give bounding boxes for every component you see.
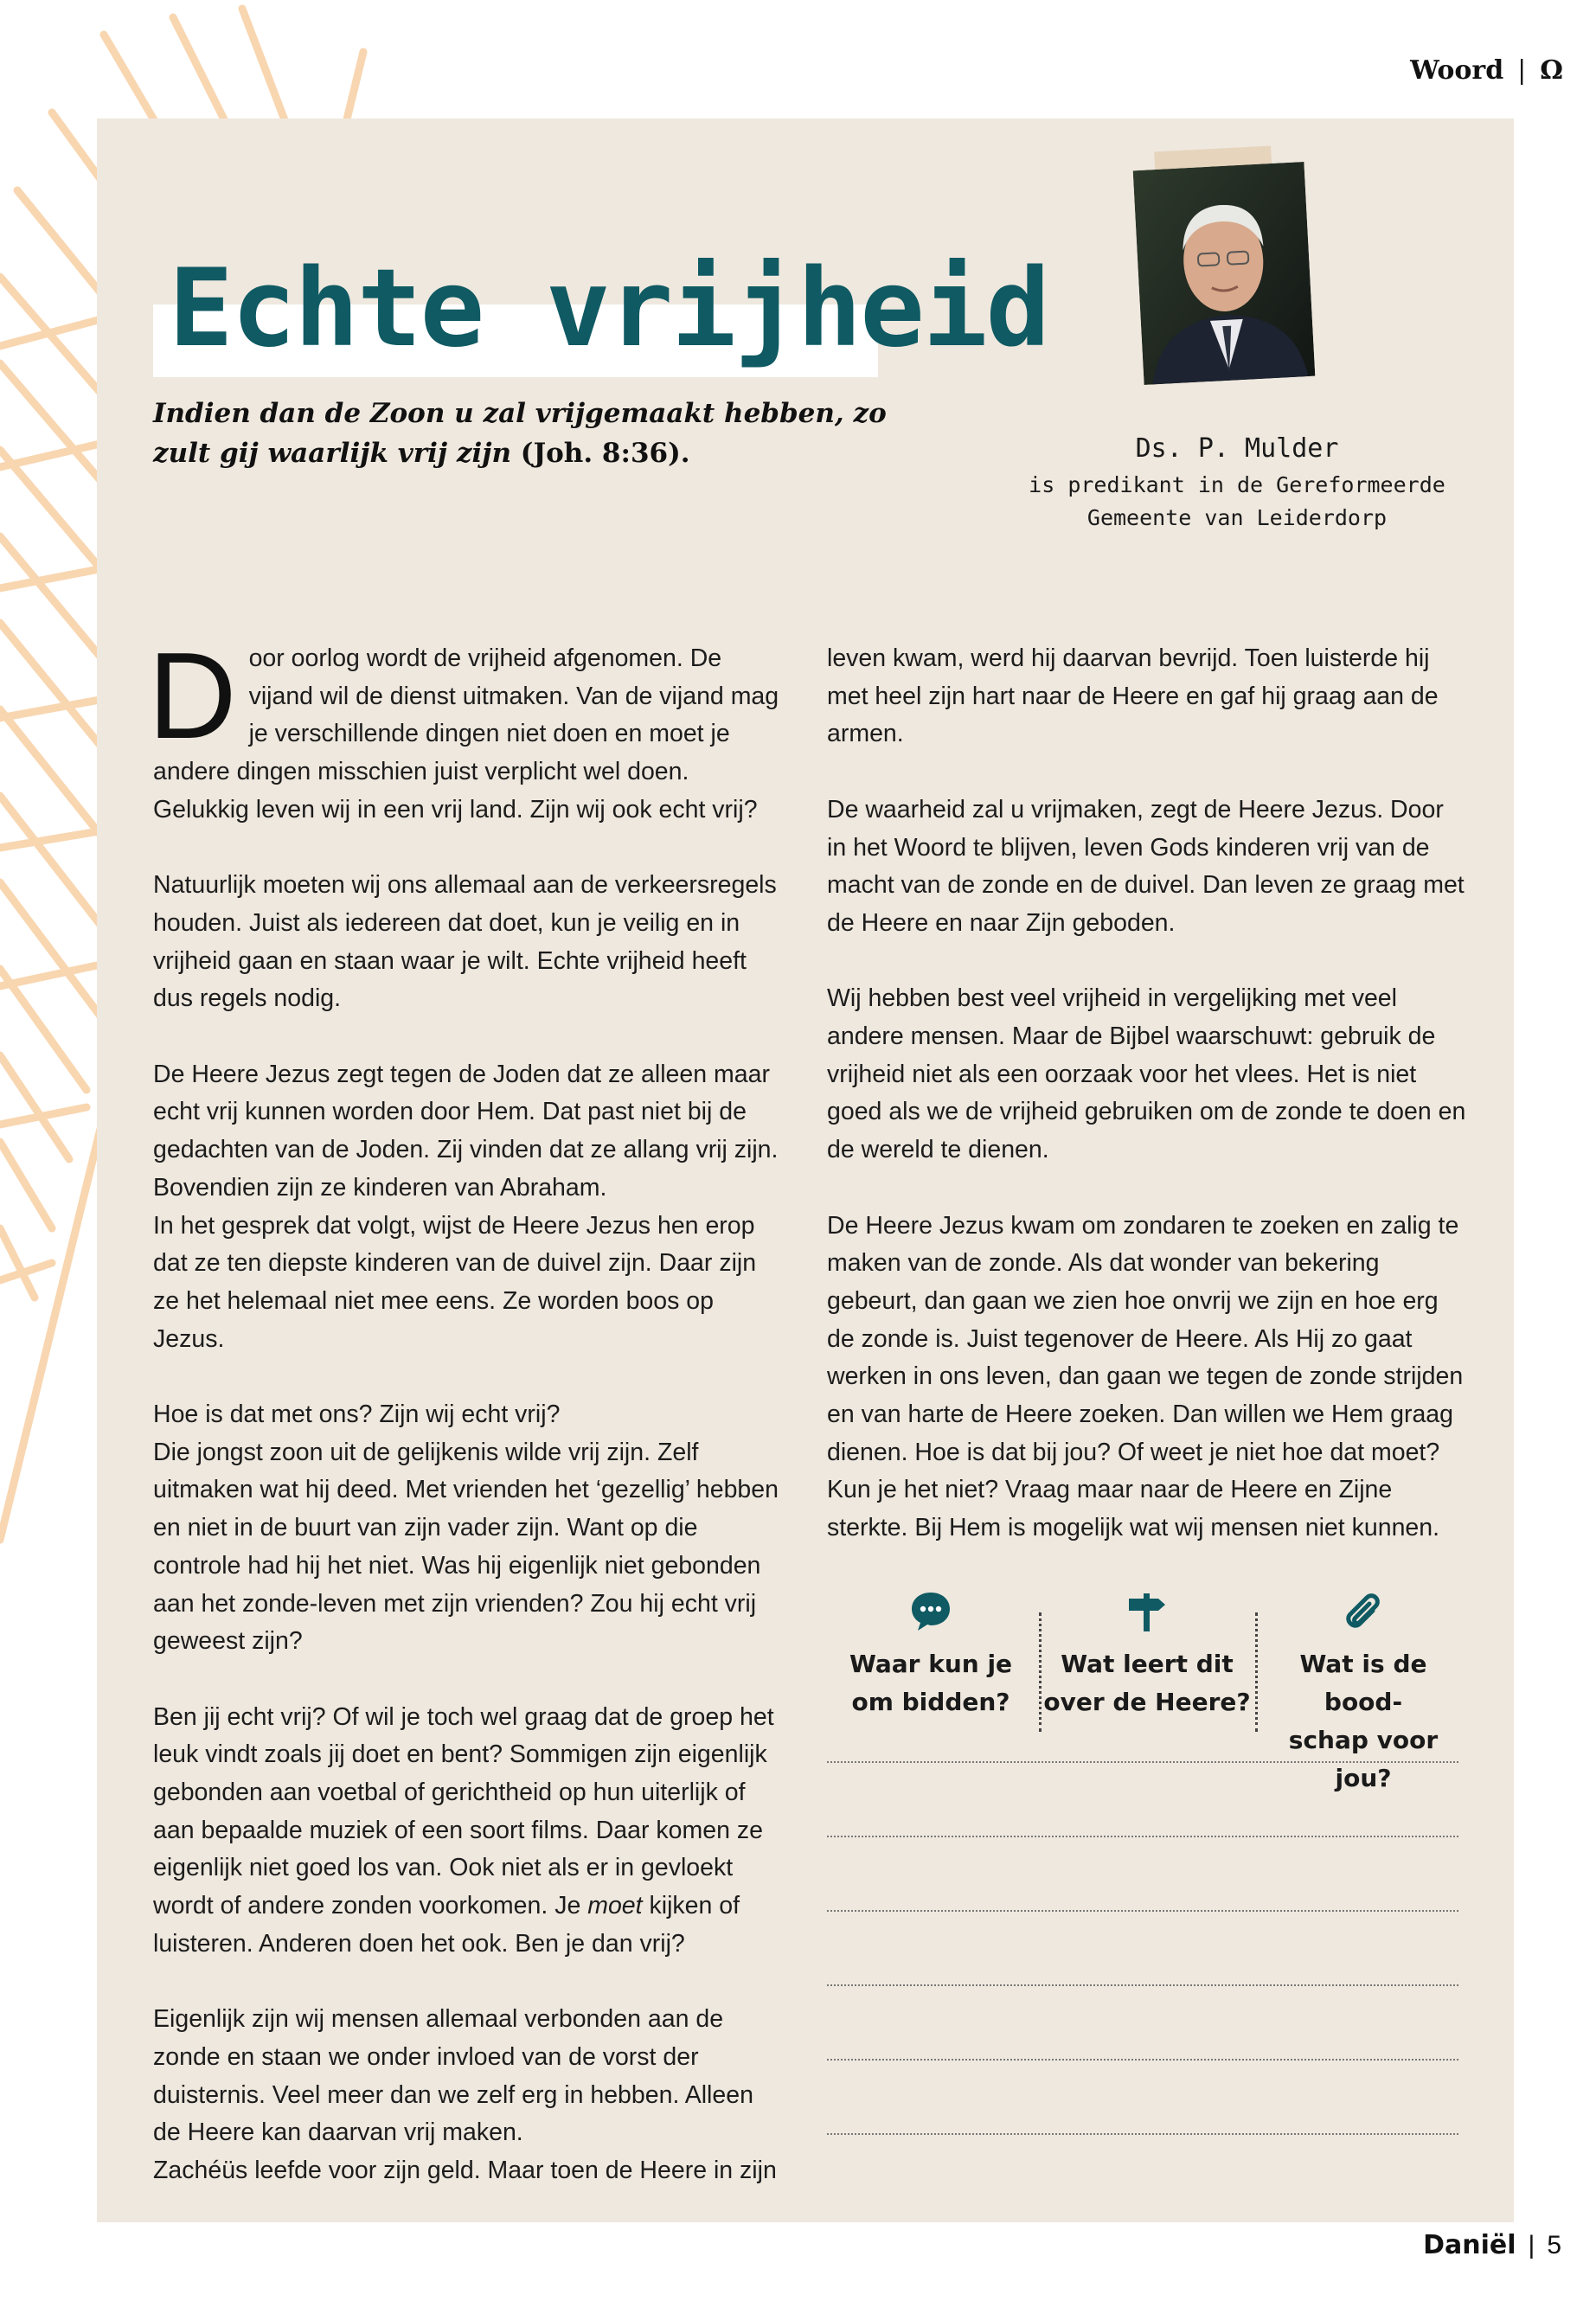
author-name: Ds. P. Mulder bbox=[1135, 433, 1339, 464]
header-separator: | bbox=[1517, 55, 1527, 86]
writing-line bbox=[827, 2059, 1458, 2061]
bible-verse-intro bbox=[153, 394, 906, 473]
paragraph: Ben jij echt vrij? Of wil je toch wel graag dat de groep het leuk vindt zoals jij doet en bent? Sommigen zijn eigenlijk gebonden aan voetbal of gerichtheid op hun uiterlijk of aan bepaalde muziek of een soort films. Daar komen ze eigenlijk niet goed los van. Ook niet als er in gevloekt wordt of andere zonden voorkomen. Je moet kijken of luisteren. Anderen doen het ook. Ben je dan vrij? bbox=[153, 1702, 774, 1958]
footer-separator: | bbox=[1528, 2230, 1535, 2259]
emphasis: moet bbox=[587, 1892, 643, 1920]
author-portrait bbox=[1133, 162, 1316, 385]
section-label: Woord bbox=[1410, 55, 1504, 86]
question-line: om bidden? bbox=[851, 1688, 1010, 1716]
writing-line bbox=[827, 1761, 1458, 1763]
running-head bbox=[1410, 55, 1563, 86]
writing-line bbox=[827, 2133, 1458, 2135]
question-divider bbox=[1039, 1612, 1042, 1732]
writing-line bbox=[827, 1836, 1458, 1837]
speech-bubble-icon bbox=[909, 1590, 952, 1633]
paragraph: leven kwam, werd hij daarvan bevrijd. Toen luisterde hij met heel zijn hart naar de Heere en gaf hij graag aan de armen. bbox=[827, 644, 1439, 748]
page-number: 5 bbox=[1547, 2230, 1561, 2259]
verse-text: Indien dan de Zoon u zal vrijgemaakt hebben, zo zult gij waarlijk vrij zijn bbox=[153, 398, 887, 469]
author-role-line1: is predikant in de Gereformeerde bbox=[1029, 472, 1445, 497]
writing-line bbox=[827, 1984, 1458, 1986]
magazine-name: Daniël bbox=[1423, 2230, 1516, 2260]
question-pray bbox=[827, 1590, 1035, 1721]
paragraph: Hoe is dat met ons? Zijn wij echt vrij? Die jongst zoon uit de gelijkenis wilde vrij zijn. Zelf uitmaken wat hij deed. Met vrienden het ‘gezellig’ hebben en niet in de buurt van zijn vader zijn. Want op die controle had hij het niet. Was hij eigenlijk niet gebonden aan het zonde-leven met zijn vrienden? Zou hij echt vrij geweest zijn? bbox=[153, 1400, 779, 1656]
author-credit bbox=[986, 429, 1488, 535]
question-line: Waar kun je bbox=[849, 1650, 1013, 1678]
page-footer bbox=[1423, 2230, 1561, 2260]
right-column bbox=[827, 640, 1469, 1586]
verse-reference: (Joh. 8:36). bbox=[520, 438, 690, 469]
question-line: schap voor jou? bbox=[1288, 1726, 1439, 1792]
omega-icon: Ω bbox=[1540, 55, 1563, 86]
paragraph: Eigenlijk zijn wij mensen allemaal verbonden aan de zonde en staan we onder invloed van de vorst der duisternis. Veel meer dan we zelf erg in hebben. Alleen de Heere kan daarvan vrij maken. Zachéüs leefde voor zijn geld. Maar toen de Heere in zijn bbox=[153, 2005, 777, 2185]
paragraph: Natuurlijk moeten wij ons allemaal aan de verkeersregels houden. Juist als iedereen dat doet, kun je veilig en in vrijheid gaan en staan waar je wilt. Echte vrijheid heeft dus regels nodig. bbox=[153, 871, 777, 1013]
question-lord bbox=[1043, 1590, 1251, 1721]
article-title bbox=[169, 244, 1048, 374]
paragraph: De Heere Jezus zegt tegen de Joden dat ze alleen maar echt vrij kunnen worden door Hem. Dat past niet bij de gedachten van de Joden. Zij vinden dat ze allang vrij zijn. Bovendien zijn ze kinderen van Abraham. In het gesprek dat volgt, wijst de Heere Jezus hen erop dat ze ten diepste kinderen van de duivel zijn. Daar zijn ze het helemaal niet mee eens. Ze worden boos op Jezus. bbox=[153, 1060, 779, 1353]
question-message bbox=[1259, 1590, 1467, 1798]
question-line: over de Heere? bbox=[1043, 1688, 1251, 1716]
writing-line bbox=[827, 1910, 1458, 1912]
drop-cap: D bbox=[148, 627, 237, 765]
title-bold-word: Echte bbox=[169, 247, 484, 371]
question-line: Wat is de bood- bbox=[1299, 1650, 1427, 1716]
left-column bbox=[148, 627, 783, 2227]
paragraph: De waarheid zal u vrijmaken, zegt de Heere Jezus. Door in het Woord te blijven, leven Gods kinderen vrij van de macht van de zonde en de duivel. Dan leven ze graag met de Heere en naar Zijn geboden. bbox=[827, 795, 1465, 937]
paragraph: Wij hebben best veel vrijheid in vergelijking met veel andere mensen. Maar de Bijbel waarschuwt: gebruik de vrijheid niet als een oorzaak voor het vlees. Het is niet goed als we de vrijheid gebruiken om de zonde te doen en de wereld te dienen. bbox=[827, 984, 1466, 1164]
reflection-questions bbox=[827, 1590, 1467, 1792]
paragraph: De Heere Jezus kwam om zondaren te zoeken en zalig te maken van de zonde. Als dat wonder van bekering gebeurt, dan gaan we zien hoe onvrij we zijn en hoe erg de zonde is. Juist tegenover de Heere. Als Hij zo gaat werken in ons leven, dan gaan we tegen de zonde strijden en van harte de Heere zoeken. Dan willen we Hem graag dienen. Hoe is dat bij jou? Of weet je niet hoe dat moet? Kun je het niet? Vraag maar naar de Heere en Zijne sterkte. Bij Hem is mogelijk wat wij mensen niet kunnen. bbox=[827, 1211, 1464, 1542]
paperclip-icon bbox=[1342, 1590, 1385, 1633]
question-divider bbox=[1255, 1612, 1258, 1732]
author-role-line2: Gemeente van Leiderdorp bbox=[1086, 505, 1388, 530]
paragraph: Door oorlog wordt de vrijheid afgenomen. De vijand wil de dienst uitmaken. Van de vijand mag je verschillende dingen niet doen en moet je andere dingen misschien juist verplicht wel doen. Gelukkig leven wij in een vrij land. Zijn wij ook echt vrij? bbox=[148, 627, 779, 824]
title-regular-word: vrijheid bbox=[545, 247, 1049, 371]
signpost-icon bbox=[1125, 1590, 1169, 1633]
question-line: Wat leert dit bbox=[1061, 1650, 1234, 1678]
